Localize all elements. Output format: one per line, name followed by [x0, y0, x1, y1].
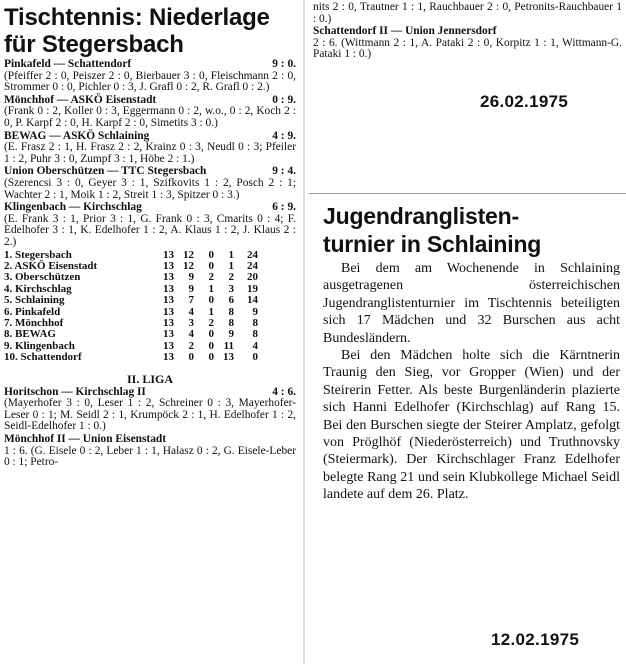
match-block-4	[0, 165, 300, 201]
date-label: 26.02.1975	[480, 92, 569, 111]
standings-value: 0	[208, 294, 214, 307]
standings-value: 9	[252, 305, 258, 318]
standings-team: 8. BEWAG	[4, 328, 56, 341]
match-block-6	[0, 386, 300, 433]
standings-value: 20	[247, 271, 258, 284]
standings-row	[4, 272, 258, 283]
standings-value: 3	[188, 316, 194, 329]
match-block-7	[0, 433, 300, 469]
standings-team: 5. Schlaining	[4, 294, 65, 307]
standings-value: 9	[188, 282, 194, 295]
standings-value: 0	[208, 259, 214, 272]
standings-value: 13	[163, 339, 174, 352]
match-block-2	[0, 94, 300, 130]
match-block-3	[0, 130, 300, 166]
match-details: (Mayerhofer 3 : 0, Leser 1 : 2, Schreiner 0 : 3, Mayerhofer-Leser 0 : 1; M. Seidl 2 : 1, Krumpöck 2 : 1, H. Edelhofer 1 : 2, Seidl-Edelhofer 1 : 0.)	[4, 397, 296, 433]
standings-value: 0	[252, 351, 258, 364]
match-teams: Horitschon — Kirchschlag II	[4, 385, 146, 398]
standings-row	[4, 295, 258, 306]
match-score: 9 : 0.	[272, 58, 296, 70]
standings-value: 13	[163, 316, 174, 329]
standings-value: 0	[208, 351, 214, 364]
match-score: 6 : 9.	[272, 201, 296, 214]
standings-value: 1	[208, 305, 214, 318]
match-heading	[0, 58, 300, 71]
standings-team: 9. Klingenbach	[4, 339, 75, 352]
match-teams: Pinkafeld — Schattendorf	[4, 58, 132, 70]
standings-value: 1	[228, 259, 234, 272]
standings-value: 8	[228, 316, 234, 329]
left-headline: Tischtennis: Niederlage für Stegersbach	[4, 4, 270, 58]
match-teams: Schattendorf II — Union Jennersdorf	[313, 25, 497, 38]
match-teams: Mönchhof — ASKÖ Eisenstadt	[4, 93, 157, 106]
standings-row	[4, 352, 258, 363]
match-details: (Pfeiffer 2 : 0, Peiszer 2 : 0, Bierbauer 3 : 0, Fleischmann 2 : 0, Strommer 0 : 0, Pichler 0 : 3, J. Grafl 0 : 2, R. Grafl 0 : 2.)	[4, 69, 296, 94]
column-divider	[303, 0, 305, 664]
standings-value: 4	[188, 305, 194, 318]
match-heading	[0, 201, 300, 214]
standings-value: 11	[223, 339, 234, 352]
standings-value: 0	[208, 339, 214, 352]
standings-value: 9	[228, 328, 234, 341]
standings-team: 4. Kirchschlag	[4, 282, 72, 295]
standings-value: 13	[163, 328, 174, 341]
standings-value: 13	[163, 259, 174, 272]
match-teams: Mönchhof II — Union Eisenstadt	[4, 432, 167, 445]
standings-value: 0	[208, 328, 214, 341]
match-details: (Frank 0 : 2, Koller 0 : 3, Eggermann 0 : 2, w.o., 0 : 2, Koch 2 : 0, P. Karpf 2 : 0, H. Karpf 2 : 0, Simetits 3 : 0.)	[4, 105, 296, 129]
match-teams: Union Oberschützen — TTC Stegersbach	[4, 165, 207, 178]
standings-value: 24	[247, 248, 258, 261]
standings-value: 0	[208, 248, 214, 261]
match-score: 4 : 6.	[272, 385, 296, 398]
standings-value: 1	[208, 282, 214, 295]
standings-value: 7	[188, 294, 194, 307]
match-block-5	[0, 201, 300, 248]
standings-value: 8	[252, 316, 258, 329]
standings-value: 3	[228, 282, 234, 295]
match-heading	[309, 25, 626, 38]
league-title: II. LIGA	[126, 371, 173, 386]
standings-value: 13	[223, 351, 234, 364]
standings-team: 10. Schattendorf	[4, 351, 82, 364]
standings-value: 4	[252, 339, 258, 352]
standings-value: 4	[188, 328, 194, 341]
standings-value: 2	[208, 316, 214, 329]
headline-line: Jugendranglisten-	[323, 203, 519, 229]
standings-value: 13	[163, 271, 174, 284]
date-label: 12.02.1975	[491, 630, 580, 649]
standings-value: 1	[228, 248, 234, 261]
standings-value: 13	[163, 351, 174, 364]
headline-line: turnier in Schlaining	[323, 231, 542, 257]
standings-value: 12	[183, 248, 194, 261]
article-paragraph: Bei den Mädchen holte sich die Kärntnerin Traunig den Sieg, vor Gropper (Wien) und der Steirerin Fetter. Als beste Burgenländerin plazierte sich Hanni Edelhofer (Kirchschlag) auf Rang 15. Bei den Burschen siegte der Steirer Amplatz, gefolgt von Pröglhöf (Niederösterreich) und Truthnovsky (Steiermark). Der Kirchschlager Franz Edelhofer belegte Rang 21 und sein Klubkollege Michael Seidl landete auf dem 26. Platz.	[323, 348, 620, 503]
match-score: 4 : 9.	[272, 129, 296, 142]
standings-value: 24	[247, 259, 258, 272]
standings-value: 12	[183, 259, 194, 272]
match-continuation: nits 2 : 0, Trautner 1 : 1, Rauchbauer 2 : 0, Petronits-Rauchbauer 1 : 0.)	[313, 1, 622, 25]
left-clipping	[0, 0, 300, 664]
standings-team: 1. Stegersbach	[4, 248, 72, 261]
standings-value: 0	[188, 351, 194, 364]
match-block-1	[0, 58, 300, 94]
match-score: 9 : 4.	[272, 165, 296, 178]
match-details: (E. Frasz 2 : 1, H. Frasz 2 : 2, Krainz 0 : 3, Neudl 0 : 3; Pfeiler 1 : 2, Puhr 3 : 0, Zumpf 3 : 1, Höbe 2 : 1.)	[4, 141, 296, 165]
standings-team: 6. Pinkafeld	[4, 305, 61, 318]
standings-value: 13	[163, 282, 174, 295]
article-headline	[309, 194, 626, 260]
standings-value: 14	[247, 294, 258, 307]
standings-value: 9	[188, 271, 194, 284]
match-teams: Klingenbach — Kirchschlag	[4, 201, 142, 214]
standings-value: 2	[188, 339, 194, 352]
match-score: 0 : 9.	[272, 93, 296, 106]
standings-value: 6	[228, 294, 234, 307]
match-details: (Szerencsi 3 : 0, Geyer 3 : 1, Szifkovits 1 : 2, Posch 2 : 1; Wachter 2 : 1, Moik 1 : 2, Streit 1 : 3, Spitzer 0 : 3.)	[4, 176, 296, 201]
match-teams: BEWAG — ASKÖ Schlaining	[4, 129, 150, 142]
standings-team: 3. Oberschützen	[4, 271, 81, 284]
standings-value: 8	[228, 305, 234, 318]
standings-value: 8	[252, 328, 258, 341]
standings-value: 2	[228, 271, 234, 284]
right-top-clipping	[309, 0, 626, 110]
article-paragraph: Bei dem am Wochenende in Schlaining ausgetragenen österreichischen Jugendranglistenturnier im Tischtennis beteiligten sich 17 Mädchen und 32 Burschen aus acht Bundesländern.	[323, 261, 620, 346]
standings-team: 7. Mönchhof	[4, 316, 64, 329]
standings-value: 13	[163, 305, 174, 318]
match-heading	[0, 433, 300, 446]
standings-table	[4, 250, 258, 364]
standings-value: 19	[247, 282, 258, 295]
standings-value: 2	[208, 271, 214, 284]
standings-value: 13	[163, 294, 174, 307]
match-details: (E. Frank 3 : 1, Prior 3 : 1, G. Frank 0 : 3, Cmarits 0 : 4; F. Edelhofer 3 : 1, K. Edelhofer 1 : 2, A. Klaus 1 : 2, J. Klaus 2 : 2.)	[4, 212, 296, 248]
standings-team: 2. ASKÖ Eisenstadt	[4, 259, 98, 272]
standings-value: 13	[163, 248, 174, 261]
article-clipping	[309, 193, 626, 665]
match-details: 2 : 6. (Wittmann 2 : 1, A. Pataki 2 : 0, Korpitz 1 : 1, Wittmann-G. Pataki 1 : 0.)	[313, 36, 622, 61]
match-details: 1 : 6. (G. Eisele 0 : 2, Leber 1 : 1, Halasz 0 : 2, G. Eisele-Leber 0 : 1; Petro-	[4, 444, 296, 469]
